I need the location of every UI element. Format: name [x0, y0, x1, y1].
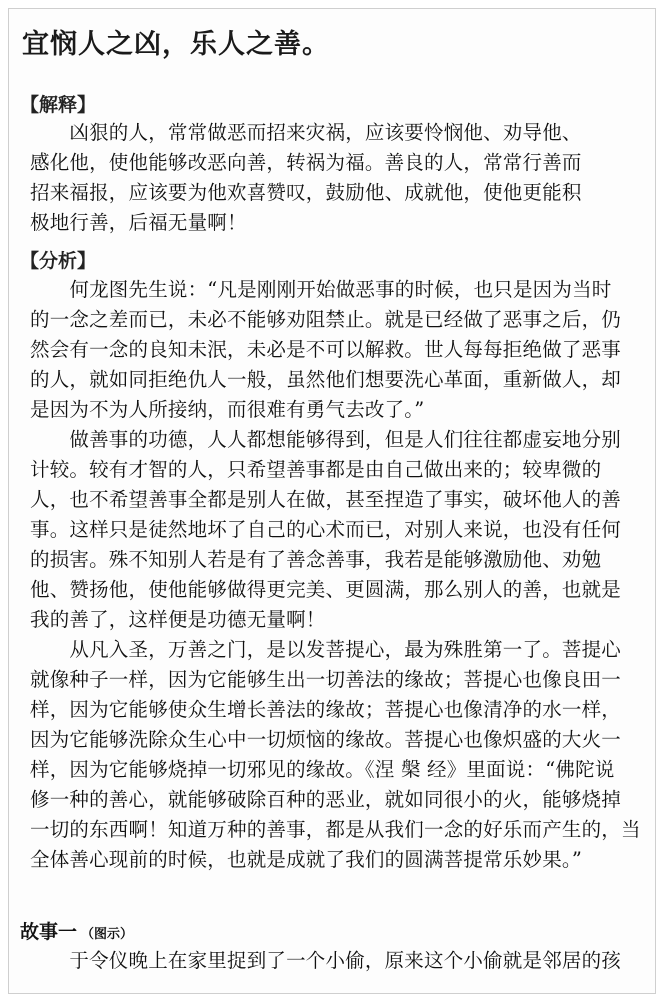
text-line: 计较。较有才智的人，只希望善事都是由自己做出来的；较卑微的: [30, 458, 602, 481]
explain-heading: 【解释】: [20, 94, 97, 116]
text-line: 因为它能够洗除众生心中一切烦恼的缘故。菩提心也像炽盛的大火一: [30, 728, 622, 751]
text-line: 从凡入圣，万善之门，是以发菩提心，最为殊胜第一了。菩提心: [30, 638, 622, 661]
text-line: 我的善了，这样便是功德无量啊！: [30, 608, 326, 631]
text-line: 人，也不希望善事全都是别人在做，甚至捏造了事实，破坏他人的善: [30, 488, 622, 511]
page-title: 宜悯人之凶，乐人之善。: [22, 29, 330, 60]
text-line: 一切的东西啊！知道万种的善事，都是从我们一念的好乐而产生的，当: [30, 818, 641, 841]
text-line: 的损害。殊不知别人若是有了善念善事，我若是能够激励他、劝勉: [30, 548, 602, 571]
text-line: 修一种的善心，就能够破除百种的恶业，就如同很小的火，能够烧掉: [30, 788, 622, 811]
text-line: 是因为不为人所接纳，而很难有勇气去改了。”: [30, 398, 425, 421]
text-line: 的人，就如同拒绝仇人一般，虽然他们想要洗心革面，重新做人，却: [30, 368, 622, 391]
text-line: 全体善心现前的时候，也就是成就了我们的圆满菩提常乐妙果。”: [30, 848, 583, 871]
text-line: 然会有一念的良知未泯，未必是不可以解救。世人每每拒绝做了恶事: [30, 338, 622, 361]
text-line: 样，因为它能够烧掉一切邪见的缘故。《涅 槃 经》里面说：“佛陀说: [30, 758, 615, 781]
text-line: 他、赞扬他，使他能够做得更完美、更圆满，那么别人的善，也就是: [30, 578, 622, 601]
story-illustration-note: （图示）: [81, 927, 134, 942]
text-line: 事。这样只是徒然地坏了自己的心术而已，对别人来说，也没有任何: [30, 518, 622, 541]
analysis-body: [30, 275, 640, 875]
explain-paragraph: [30, 118, 640, 238]
text-line: 凶狠的人，常常做恶而招来灾祸，应该要怜悯他、劝导他、: [30, 121, 582, 144]
text-line: 招来福报，应该要为他欢喜赞叹，鼓励他、成就他，使他更能积: [30, 181, 582, 204]
text-line: 就像种子一样，因为它能够生出一切善法的缘故；菩提心也像良田一: [30, 668, 622, 691]
text-line: 样，因为它能够使众生增长善法的缘故；菩提心也像清净的水一样，: [30, 698, 622, 721]
text-line: 感化他，使他能够改恶向善，转祸为福。善良的人，常常行善而: [30, 151, 582, 174]
story-body: [30, 946, 640, 976]
story-heading: [20, 917, 133, 944]
story-title: 故事一: [20, 921, 78, 943]
text-line: 的一念之差而已，未必不能够劝阻禁止。就是已经做了恶事之后，仍: [30, 308, 622, 331]
analysis-heading: 【分析】: [20, 250, 97, 272]
text-line: 何龙图先生说：“凡是刚刚开始做恶事的时候，也只是因为当时: [30, 278, 612, 301]
text-line: 做善事的功德，人人都想能够得到，但是人们往往都虚妄地分别: [30, 428, 622, 451]
text-line: 极地行善，后福无量啊！: [30, 211, 247, 234]
text-line: 于令仪晚上在家里捉到了一个小偷，原来这个小偷就是邻居的孩: [30, 949, 622, 972]
